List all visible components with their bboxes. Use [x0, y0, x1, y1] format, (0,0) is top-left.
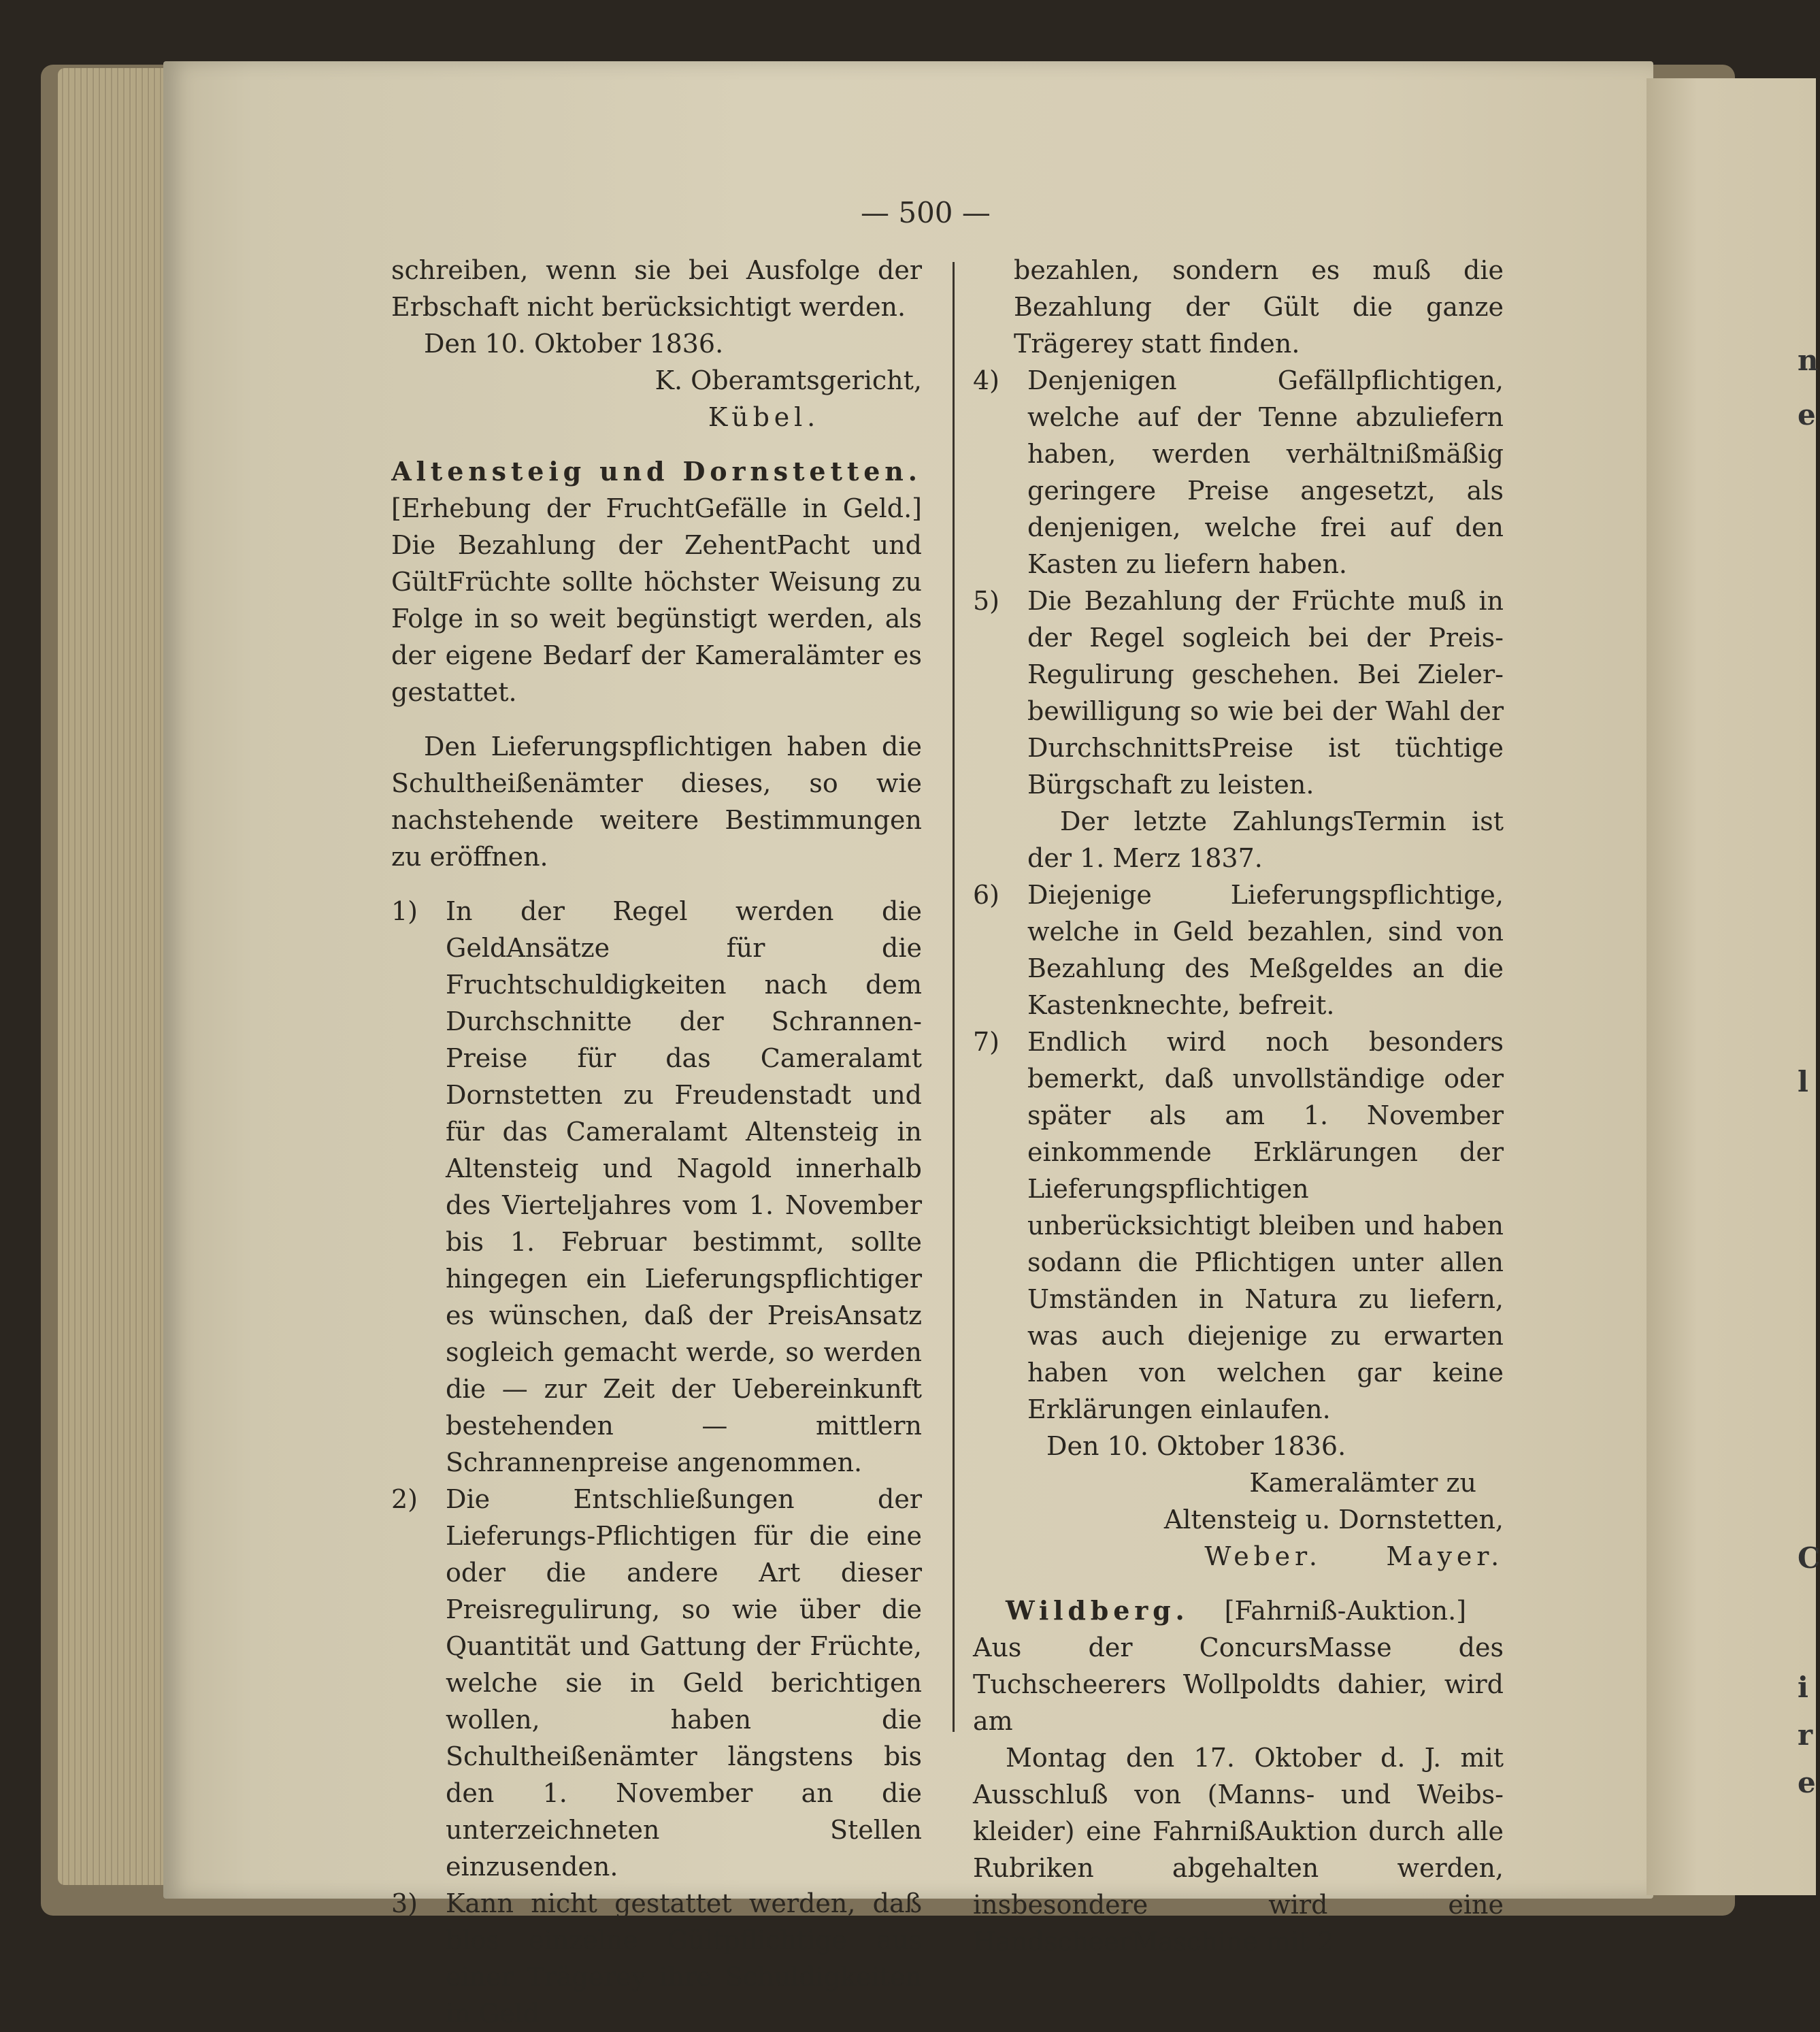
- list-number: 5): [973, 586, 1000, 616]
- column-divider: [953, 262, 955, 1732]
- list-item: [973, 1023, 1504, 1428]
- left-column: [391, 252, 922, 2032]
- paragraph: bezahlen, sondern es muß die Bezahlung der Gült die ganze Trägerey statt finden.: [1014, 255, 1504, 359]
- next-page-edge: [1647, 78, 1820, 1895]
- list-item: [973, 876, 1504, 1023]
- list-item: [973, 362, 1504, 583]
- list-text: In der Regel werden die GeldAnsätze für die Fruchtschuldigkeiten nach dem Durchschnitte der Schrannen-Preise für das Cameralamt Dornstetten zu Freudenstadt und für das Cameralamt Altensteig in Altensteig und Nagold innerhalb des Vierteljahres vom 1. November bis 1. Februar bestimmt, sollte hingegen ein Lieferungspflichtiger es wünschen, daß der PreisAnsatz sogleich gemacht werde, so werden die — zur Zeit der Uebereinkunft bestehenden — mittlern Schrannenpreise angenommen.: [446, 896, 922, 1477]
- list-number: 6): [973, 880, 1000, 910]
- list-number: 3): [391, 1888, 418, 1918]
- list-item: [973, 583, 1504, 876]
- section-heading: Wildberg.: [1006, 1595, 1189, 1626]
- edge-letter: e: [1798, 398, 1816, 431]
- section-heading-line: [973, 1592, 1504, 1629]
- paragraph: Aus der ConcursMasse des Tuchscheerers Wollpoldts dahier, wird am: [973, 1633, 1504, 1736]
- list-text: Diejenige Lieferungspflichtige, welche in Geld bezahlen, sind von Bezahlung des Meßgeldes an die Kastenknechte, befreit.: [1027, 880, 1504, 1020]
- list-text: Der letzte ZahlungsTermin ist der 1. Merz 1837.: [1027, 806, 1504, 873]
- list-text: Kann nicht gestattet werden, daß blos einzelne Gültpflichtige aus einer Trägerey ihre Schuldigkeiten in Geld: [446, 1888, 922, 2029]
- list-number: 1): [391, 896, 418, 926]
- edge-letter: i: [1798, 1671, 1808, 1704]
- signature-line: Altensteig u. Dornstetten,: [1163, 1505, 1504, 1535]
- signature-office: K. Oberamtsgericht,: [655, 365, 922, 395]
- list-item: [391, 1481, 922, 1885]
- list-item: [391, 893, 922, 1481]
- list-text: Die Entschließungen der Lieferungs-Pflichtigen für die eine oder die andere Art dieser Preisregulirung, so wie über die Quantität und Gattung der Früchte, welche sie in Geld berichtigen wollen, haben die Schultheißenämter längstens bis den 1. November an die unterzeichneten Stellen einzusenden.: [446, 1484, 922, 1882]
- list-item: [391, 1885, 922, 2032]
- edge-letter: e: [1798, 1766, 1816, 1799]
- signature-line: Kameralämter zu: [1249, 1468, 1476, 1498]
- paragraph: Den Lieferungspflichtigen haben die Schultheißenämter dieses, so wie nachstehende weitere Bestimmungen zu eröffnen.: [391, 732, 922, 872]
- signature-names: Weber. Mayer.: [1204, 1541, 1504, 1571]
- list-text: Die Bezahlung der Früchte muß in der Regel sogleich bei der Preis-Regulirung geschehen. Bei Zieler-bewilligung so wie bei der Wahl der DurchschnittsPreise ist tüchtige Bürgschaft zu leisten.: [1027, 586, 1504, 800]
- edge-letter: C: [1798, 1541, 1820, 1575]
- edge-letter: l: [1798, 1065, 1808, 1098]
- section-heading: Altensteig und Dornstetten.: [391, 456, 922, 487]
- right-column: [973, 252, 1504, 1960]
- list-text: Endlich wird noch besonders bemerkt, daß unvollständige oder später als am 1. November einkommende Erklärungen der Lieferungspflichtigen unberücksichtigt bleiben und haben sodann die Pflichtigen unter allen Umständen in Natura zu liefern, was auch diejenige zu erwarten haben von welchen gar keine Erklärungen einlaufen.: [1027, 1027, 1504, 1424]
- paragraph: [Erhebung der FruchtGefälle in Geld.] Die Bezahlung der ZehentPacht und GültFrüchte sollte höchster Weisung zu Folge in so weit begünstigt werden, als der eigene Bedarf der Kameralämter es gestattet.: [391, 493, 922, 707]
- paragraph: schreiben, wenn sie bei Ausfolge der Erbschaft nicht berücksichtigt werden.: [391, 255, 922, 322]
- signature-name: Kübel.: [708, 402, 820, 432]
- edge-letter: r: [1798, 1718, 1813, 1752]
- list-number: 4): [973, 365, 1000, 395]
- list-text: Denjenigen Gefällpflichtigen, welche auf der Tenne abzuliefern haben, werden verhältnißmäßig geringere Preise angesetzt, als denjenigen, welche frei auf den Kasten zu liefern haben.: [1027, 365, 1504, 579]
- edge-letter: n: [1798, 344, 1819, 377]
- list-number: 7): [973, 1027, 1000, 1057]
- date-line: Den 10. Oktober 1836.: [1046, 1431, 1346, 1461]
- date-line: Den 10. Oktober 1836.: [424, 329, 724, 359]
- list-number: 2): [391, 1484, 418, 1514]
- page-number: — 500 —: [861, 196, 991, 229]
- paragraph: Montag den 17. Oktober d. J. mit Ausschluß von (Manns- und Weibs-kleider) eine FahrnißAuktion durch alle Rubriken abgehalten werden, insbesondere wird eine HandscheerMaschine mit 2: [973, 1743, 1504, 1956]
- section-note: [Fahrniß-Auktion.]: [1224, 1596, 1467, 1626]
